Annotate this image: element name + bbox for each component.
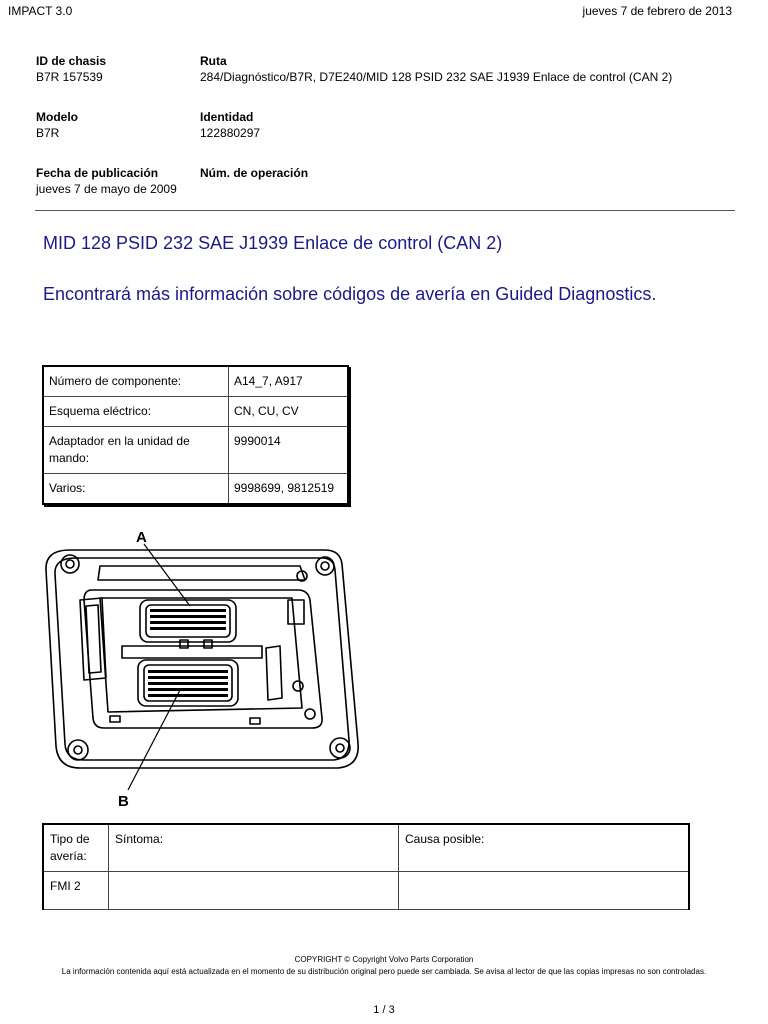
identity-label: Identidad (200, 110, 254, 124)
cause-header: Causa posible: (399, 824, 690, 872)
misc-label: Varios: (43, 474, 229, 505)
label-a: A (136, 529, 147, 546)
symptom-cell (109, 872, 399, 910)
control-unit-diagram (40, 528, 380, 808)
opnum-label: Núm. de operación (200, 166, 309, 180)
app-name: IMPACT 3.0 (8, 4, 73, 18)
table-row (43, 427, 348, 474)
model-value: B7R (36, 126, 60, 140)
identity-value: 122880297 (200, 126, 261, 140)
adapter-value: 9990014 (229, 427, 349, 474)
table-row (43, 474, 348, 505)
table-header-row (43, 824, 689, 872)
route-value: 284/Diagnóstico/B7R, D7E240/MID 128 PSID 232 SAE J1939 Enlace de control (CAN 2) (200, 70, 673, 84)
table-row (43, 366, 348, 397)
fault-table (42, 823, 690, 910)
table-row (43, 397, 348, 427)
chassis-value: B7R 157539 (36, 70, 103, 84)
copyright-text: COPYRIGHT © Copyright Volvo Parts Corporation (294, 955, 474, 964)
fault-type-header: Tipo de avería: (43, 824, 109, 872)
print-date: jueves 7 de febrero de 2013 (582, 4, 732, 18)
footer (0, 954, 768, 978)
wiring-diagram-label: Esquema eléctrico: (43, 397, 229, 427)
pubdate-label: Fecha de publicación (36, 166, 159, 180)
label-b: B (118, 793, 129, 808)
route-field (200, 54, 672, 84)
model-field (36, 110, 78, 140)
notice-text: La información contenida aquí está actualizada en el momento de su distribución original pero puede ser cambiada. Se avisa al lector de que las copias impresas no son controladas. (61, 967, 707, 976)
pubdate-field (36, 166, 177, 196)
table-row (43, 872, 689, 910)
page-title: MID 128 PSID 232 SAE J1939 Enlace de control (CAN 2) (43, 233, 503, 253)
model-label: Modelo (36, 110, 78, 124)
fault-type-cell: FMI 2 (43, 872, 109, 910)
route-label: Ruta (200, 54, 227, 68)
page-number: 1 / 3 (373, 1004, 395, 1016)
component-number-value: A14_7, A917 (229, 366, 349, 397)
page-subtitle: Encontrará más información sobre códigos de avería en Guided Diagnostics. (43, 284, 657, 304)
adapter-label: Adaptador en la unidad de mando: (43, 427, 229, 474)
component-number-label: Número de componente: (43, 366, 229, 397)
wiring-diagram-value: CN, CU, CV (229, 397, 349, 427)
cause-cell (399, 872, 690, 910)
opnum-field (200, 166, 308, 180)
header-divider (35, 210, 735, 211)
identity-field (200, 110, 260, 140)
misc-value: 9998699, 9812519 (229, 474, 349, 505)
chassis-field (36, 54, 106, 84)
component-table (42, 365, 349, 505)
symptom-header: Síntoma: (109, 824, 399, 872)
chassis-label: ID de chasis (36, 54, 107, 68)
pubdate-value: jueves 7 de mayo de 2009 (36, 182, 177, 196)
